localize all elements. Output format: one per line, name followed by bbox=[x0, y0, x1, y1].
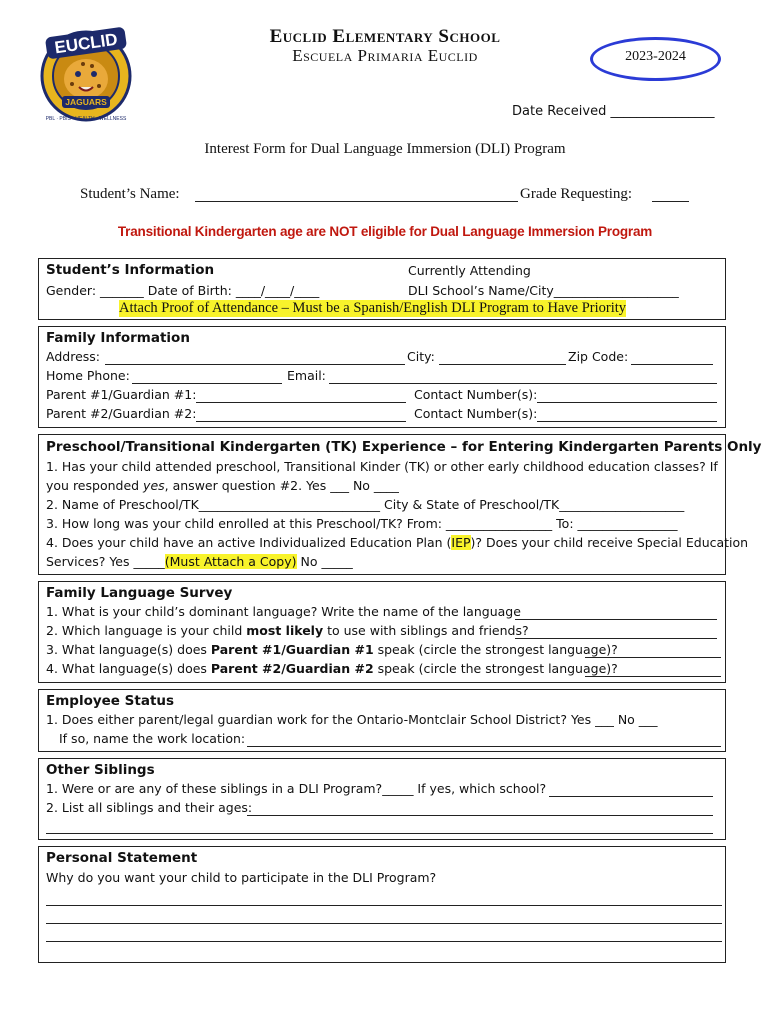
date-received[interactable]: Date Received ________________ bbox=[512, 104, 715, 119]
address-field[interactable] bbox=[105, 364, 405, 365]
school-logo bbox=[36, 24, 136, 124]
language-q2-field[interactable] bbox=[515, 638, 717, 639]
zip-field[interactable] bbox=[631, 364, 713, 365]
language-q4: 4. What language(s) does Parent #2/Guardian #2 speak (circle the strongest language)? bbox=[46, 661, 618, 676]
section-heading: Preschool/Transitional Kindergarten (TK) Experience – for Entering Kindergarten Parents Only bbox=[46, 439, 762, 455]
city-label: City: bbox=[407, 349, 435, 364]
preschool-q4-cont[interactable]: Services? Yes _____(Must Attach a Copy) No _____ bbox=[46, 554, 353, 569]
language-q2: 2. Which language is your child most likely to use with siblings and friends? bbox=[46, 623, 529, 638]
section-heading: Employee Status bbox=[46, 693, 175, 709]
logo-bottom-text: JAGUARS bbox=[65, 97, 107, 107]
personal-statement-section bbox=[38, 846, 726, 963]
statement-line-2[interactable] bbox=[46, 923, 722, 924]
grade-requesting-field[interactable] bbox=[652, 201, 689, 202]
school-year: 2023-2024 bbox=[625, 49, 686, 64]
siblings-q2: 2. List all siblings and their ages: bbox=[46, 800, 253, 815]
preschool-q4: 4. Does your child have an active Individualized Education Plan (IEP)? Does your child receive Special Education bbox=[46, 535, 749, 550]
language-q1: 1. What is your child’s dominant language? Write the name of the language bbox=[46, 604, 521, 619]
language-q3: 3. What language(s) does Parent #1/Guardian #1 speak (circle the strongest language)? bbox=[46, 642, 618, 657]
language-q3-field[interactable] bbox=[585, 657, 721, 658]
logo-ring-text: PBL · PBIS · HEALTH · WELLNESS bbox=[45, 116, 127, 122]
grade-requesting-label: Grade Requesting: bbox=[520, 186, 633, 202]
section-heading: Personal Statement bbox=[46, 850, 198, 866]
language-q1-field[interactable] bbox=[515, 619, 717, 620]
email-field[interactable] bbox=[329, 383, 717, 384]
parent2-contact-field[interactable] bbox=[537, 421, 717, 422]
siblings-q1[interactable]: 1. Were or are any of these siblings in a DLI Program?_____ If yes, which school? bbox=[46, 781, 547, 796]
employee-status-section bbox=[38, 689, 726, 752]
parent2-label: Parent #2/Guardian #2: bbox=[46, 406, 197, 421]
dli-school-name-field[interactable]: DLI School’s Name/City____________________ bbox=[408, 283, 679, 298]
preschool-q2[interactable]: 2. Name of Preschool/TK_____________________________ City & State of Preschool/TK____________________ bbox=[46, 497, 685, 512]
statement-line-1[interactable] bbox=[46, 905, 722, 906]
personal-q1: Why do you want your child to participate in the DLI Program? bbox=[46, 870, 437, 885]
home-phone-label: Home Phone: bbox=[46, 368, 130, 383]
parent1-contact-field[interactable] bbox=[537, 402, 717, 403]
work-location-field[interactable] bbox=[247, 746, 721, 747]
preschool-q1-cont[interactable]: you responded yes, answer question #2. Yes ___ No ____ bbox=[46, 478, 399, 493]
siblings-section bbox=[38, 758, 726, 840]
currently-attending-label: Currently Attending bbox=[408, 263, 531, 278]
siblings-ages-field[interactable] bbox=[247, 815, 713, 816]
section-heading: Family Language Survey bbox=[46, 585, 233, 601]
tk-eligibility-notice: Transitional Kindergarten age are NOT eligible for Dual Language Immersion Program bbox=[117, 224, 653, 239]
family-info-section bbox=[38, 326, 726, 428]
form-title: Interest Form for Dual Language Immersion (DLI) Program bbox=[204, 141, 566, 157]
language-q4-field[interactable] bbox=[585, 676, 721, 677]
student-info-section bbox=[38, 258, 726, 320]
school-name-en: Euclid Elementary School bbox=[269, 26, 501, 47]
parent1-contact-label: Contact Number(s): bbox=[414, 387, 538, 402]
preschool-q1: 1. Has your child attended preschool, Transitional Kinder (TK) or other early childhood education classes? If bbox=[46, 459, 718, 474]
section-heading: Other Siblings bbox=[46, 762, 155, 778]
siblings-ages-field-2[interactable] bbox=[46, 833, 713, 834]
student-name-label: Student’s Name: bbox=[80, 186, 180, 202]
school-name-es: Escuela Primaria Euclid bbox=[292, 46, 478, 65]
zip-label: Zip Code: bbox=[568, 349, 629, 364]
parent2-contact-label: Contact Number(s): bbox=[414, 406, 538, 421]
parent1-field[interactable] bbox=[196, 402, 406, 403]
parent2-field[interactable] bbox=[196, 421, 406, 422]
preschool-q3[interactable]: 3. How long was your child enrolled at this Preschool/TK? From: _________________ To: ________________ bbox=[46, 516, 678, 531]
email-label: Email: bbox=[287, 368, 326, 383]
proof-attendance-note: Attach Proof of Attendance – Must be a Spanish/English DLI Program to Have Priority bbox=[119, 300, 627, 316]
home-phone-field[interactable] bbox=[132, 383, 282, 384]
section-heading: Family Information bbox=[46, 330, 190, 346]
siblings-school-field[interactable] bbox=[549, 796, 713, 797]
gender-dob-field[interactable]: Gender: _______ Date of Birth: ____/____/____ bbox=[46, 283, 320, 298]
language-survey-section bbox=[38, 581, 726, 683]
student-name-field[interactable] bbox=[195, 201, 518, 202]
address-label: Address: bbox=[46, 349, 100, 364]
city-field[interactable] bbox=[439, 364, 566, 365]
section-heading: Student’s Information bbox=[46, 262, 215, 278]
preschool-section bbox=[38, 434, 762, 575]
statement-line-3[interactable] bbox=[46, 941, 722, 942]
employee-q1[interactable]: 1. Does either parent/legal guardian work for the Ontario-Montclair School District? Yes ___ No ___ bbox=[46, 712, 658, 727]
parent1-label: Parent #1/Guardian #1: bbox=[46, 387, 197, 402]
logo-top-text: EUCLID bbox=[53, 29, 119, 58]
employee-q2: If so, name the work location: bbox=[59, 731, 246, 746]
